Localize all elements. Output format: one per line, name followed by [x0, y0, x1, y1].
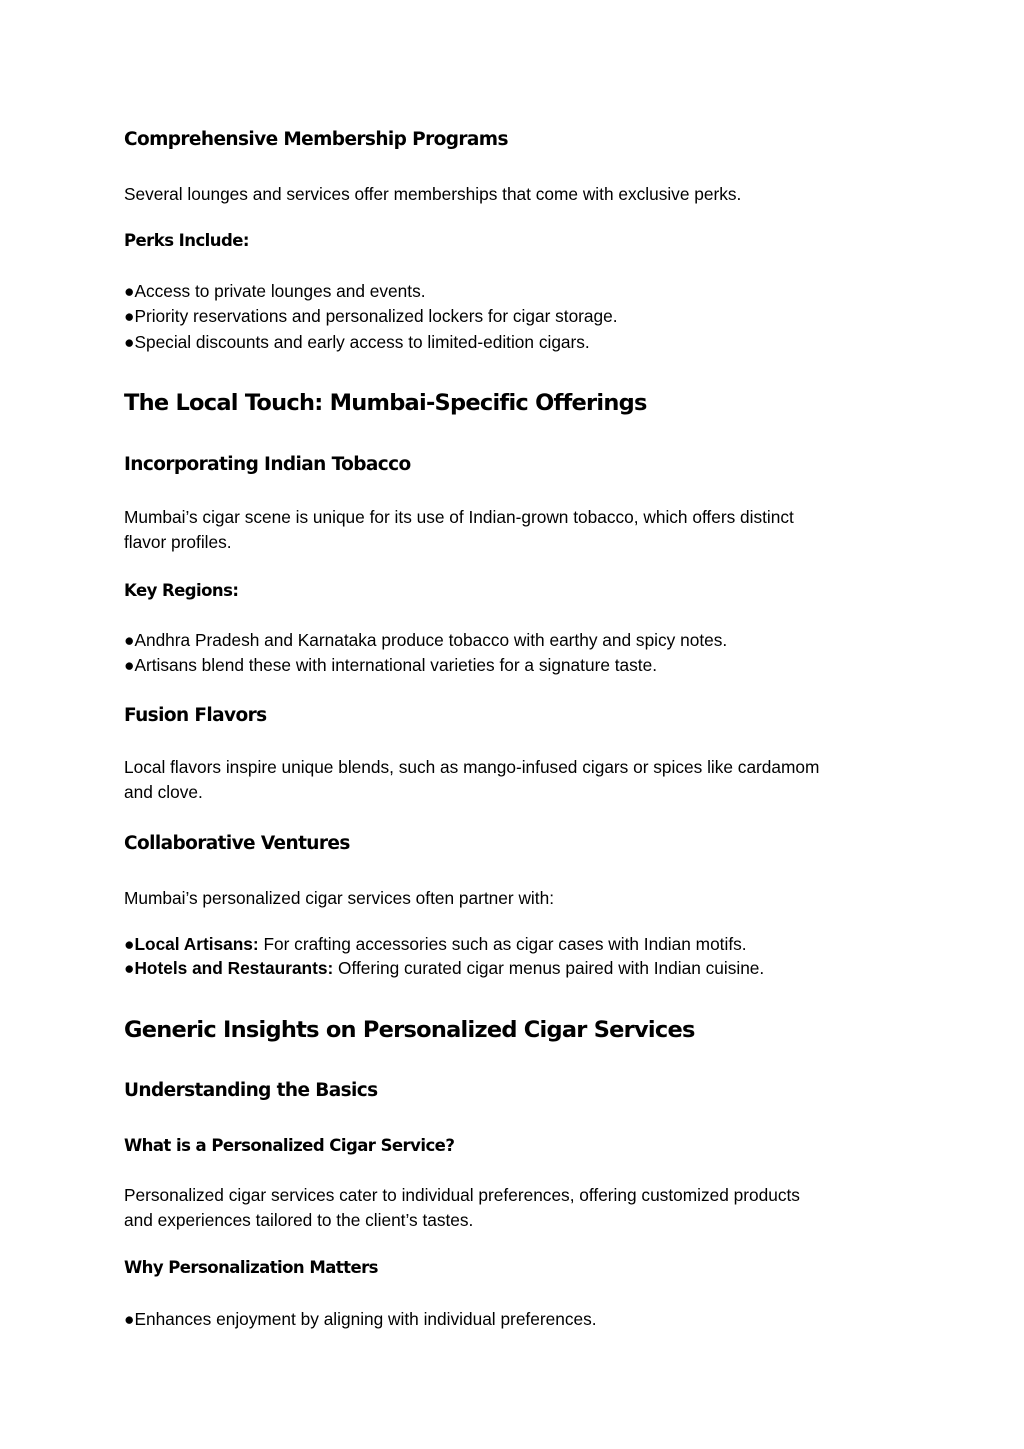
what-text-line2: and experiences tailored to the client’s tastes. — [124, 1210, 474, 1230]
indian-tobacco-text-line1: Mumbai’s cigar scene is unique for its use of Indian-grown tobacco, which offers distinct — [124, 507, 794, 527]
bullet-glyph: ● — [124, 958, 135, 978]
generic-heading: Generic Insights on Personalized Cigar Services — [124, 1017, 695, 1043]
list-item-text: Offering curated cigar menus paired with Indian cuisine. — [333, 958, 765, 978]
bullet-glyph: ● — [124, 934, 135, 954]
list-item — [124, 958, 764, 979]
key-regions-heading: Key Regions: — [124, 581, 239, 600]
collab-intro: Mumbai’s personalized cigar services often partner with: — [124, 888, 554, 908]
membership-heading: Comprehensive Membership Programs — [124, 129, 508, 150]
fusion-text-line1: Local flavors inspire unique blends, such as mango-infused cigars or spices like cardamom — [124, 757, 820, 777]
list-item-label: Local Artisans: — [134, 934, 259, 954]
list-item-text: For crafting accessories such as cigar cases with Indian motifs. — [258, 934, 747, 954]
what-text-line1: Personalized cigar services cater to individual preferences, offering customized products — [124, 1185, 800, 1205]
what-heading: What is a Personalized Cigar Service? — [124, 1136, 455, 1155]
list-item: ●Andhra Pradesh and Karnataka produce tobacco with earthy and spicy notes. — [124, 630, 728, 650]
basics-heading: Understanding the Basics — [124, 1080, 378, 1101]
list-item: ●Enhances enjoyment by aligning with individual preferences. — [124, 1309, 597, 1329]
collab-heading: Collaborative Ventures — [124, 833, 350, 854]
perks-heading: Perks Include: — [124, 231, 249, 250]
indian-tobacco-text-line2: flavor profiles. — [124, 532, 232, 552]
list-item: ●Access to private lounges and events. — [124, 281, 426, 301]
list-item: ●Artisans blend these with international varieties for a signature taste. — [124, 655, 658, 675]
fusion-text-line2: and clove. — [124, 782, 203, 802]
list-item: ●Priority reservations and personalized lockers for cigar storage. — [124, 306, 618, 326]
membership-intro: Several lounges and services offer memberships that come with exclusive perks. — [124, 184, 742, 204]
list-item: ●Special discounts and early access to limited-edition cigars. — [124, 332, 590, 352]
local-touch-heading: The Local Touch: Mumbai-Specific Offerings — [124, 390, 647, 416]
list-item-label: Hotels and Restaurants: — [134, 958, 334, 978]
indian-tobacco-heading: Incorporating Indian Tobacco — [124, 454, 411, 475]
list-item — [124, 934, 747, 955]
why-heading: Why Personalization Matters — [124, 1258, 378, 1277]
fusion-heading: Fusion Flavors — [124, 705, 267, 726]
